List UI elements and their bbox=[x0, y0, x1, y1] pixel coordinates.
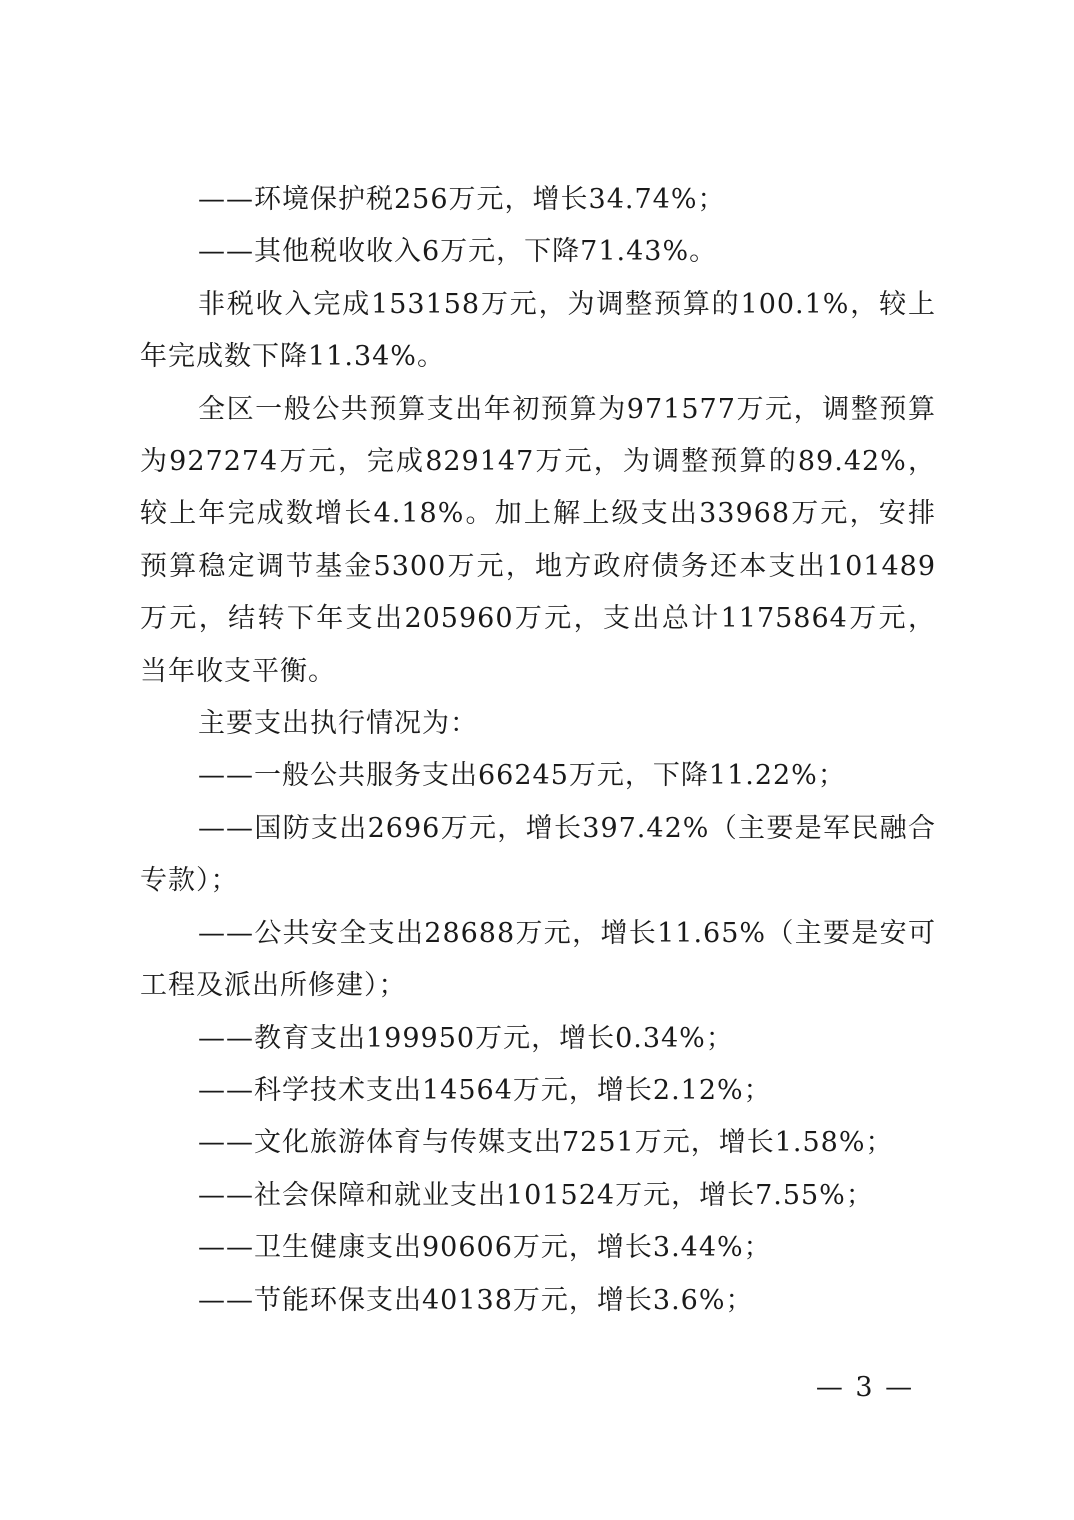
paragraph-general-budget-expenditure: 全区一般公共预算支出年初预算为971577万元，调整预算为927274万元，完成829147万元，为调整预算的89.42%，较上年完成数增长4.18%。加上解上级支出33968万元，安排预算稳定调节基金5300万元，地方政府债务还本支出101489万元，结转下年支出205960万元，支出总计1175864万元，当年收支平衡。 bbox=[140, 393, 936, 687]
body-text bbox=[140, 174, 936, 1327]
paragraph-national-defense: ——国防支出2696万元，增长397.42%（主要是军民融合专款）； bbox=[140, 812, 936, 897]
paragraph-other-tax: ——其他税收收入6万元，下降71.43%。 bbox=[198, 236, 718, 268]
paragraph-environment-tax: ——环境保护税256万元，增长34.74%； bbox=[198, 184, 726, 215]
paragraph-energy-saving-environment: ——节能环保支出40138万元，增长3.6%； bbox=[198, 1284, 754, 1316]
paragraph-public-security: ——公共安全支出28688万元，增长11.65%（主要是安可工程及派出所修建）； bbox=[140, 917, 936, 1002]
paragraph-non-tax-revenue: 非税收入完成153158万元，为调整预算的100.1%，较上年完成数下降11.34%。 bbox=[140, 288, 936, 373]
paragraph-education: ——教育支出199950万元，增长0.34%； bbox=[198, 1022, 734, 1054]
paragraph-health: ——卫生健康支出90606万元，增长3.44%； bbox=[198, 1232, 772, 1264]
page-number: — 3 — bbox=[815, 1372, 915, 1403]
paragraph-general-public-services: ——一般公共服务支出66245万元，下降11.22%； bbox=[198, 760, 846, 792]
paragraph-social-security-employment: ——社会保障和就业支出101524万元，增长7.55%； bbox=[198, 1179, 874, 1211]
paragraph-main-expenditure-intro: 主要支出执行情况为： bbox=[198, 708, 478, 740]
paragraph-science-technology: ——科学技术支出14564万元，增长2.12%； bbox=[198, 1074, 772, 1106]
paragraph-culture-tourism-sports-media: ——文化旅游体育与传媒支出7251万元，增长1.58%； bbox=[198, 1127, 894, 1159]
